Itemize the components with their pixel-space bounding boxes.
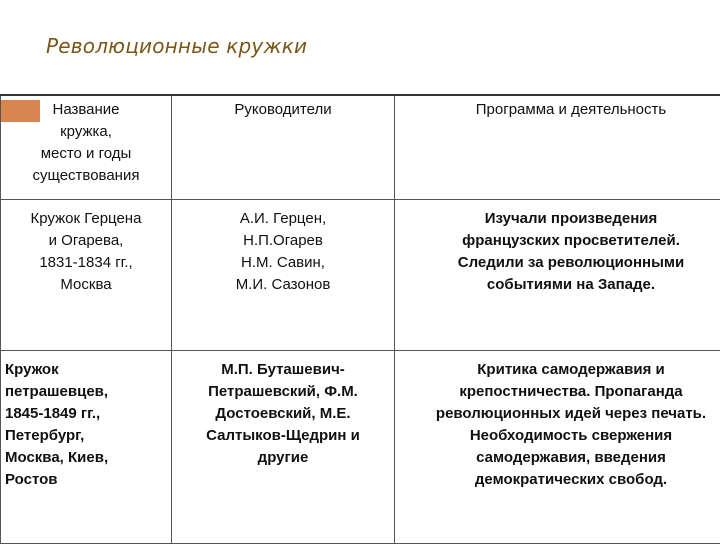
- cell-line: Кружок Герцена: [5, 208, 167, 230]
- cell-line: Ростов: [5, 469, 167, 491]
- cell-line: Москва, Киев,: [5, 447, 167, 469]
- header-line: существования: [5, 165, 167, 187]
- cell-line: Москва: [5, 274, 167, 296]
- cell-line: 1831-1834 гг.,: [5, 252, 167, 274]
- cell-line: самодержавия, введения: [399, 447, 720, 469]
- cell-line: 1845-1849 гг.,: [5, 403, 167, 425]
- leaders-cell: [172, 200, 395, 351]
- cell-line: Н.М. Савин,: [176, 252, 390, 274]
- circles-table: [0, 94, 720, 520]
- cell-line: М.И. Сазонов: [176, 274, 390, 296]
- cell-line: революционных идей через печать.: [399, 403, 720, 425]
- leaders-cell: [172, 351, 395, 544]
- table-row: [1, 200, 720, 351]
- circle-name-cell: [1, 200, 172, 351]
- cell-line: М.П. Буташевич-: [176, 359, 390, 381]
- cell-line: Следили за революционными: [399, 252, 720, 274]
- header-program-cell: [395, 95, 720, 200]
- header-line: кружка,: [5, 121, 167, 143]
- cell-line: демократических свобод.: [399, 469, 720, 491]
- header-line: Программа и деятельность: [399, 99, 720, 121]
- cell-line: Петрашевский, Ф.М.: [176, 381, 390, 403]
- table-header-row: [1, 95, 720, 200]
- header-line: Название: [5, 99, 167, 121]
- cell-line: Изучали произведения: [399, 208, 720, 230]
- cell-line: Н.П.Огарев: [176, 230, 390, 252]
- slide-title: Революционные кружки: [46, 34, 307, 58]
- cell-line: другие: [176, 447, 390, 469]
- table: [0, 94, 720, 544]
- circle-name-cell: [1, 351, 172, 544]
- cell-line: Необходимость свержения: [399, 425, 720, 447]
- table-row: [1, 351, 720, 544]
- cell-line: Петербург,: [5, 425, 167, 447]
- cell-line: событиями на Западе.: [399, 274, 720, 296]
- cell-line: Кружок: [5, 359, 167, 381]
- cell-line: А.И. Герцен,: [176, 208, 390, 230]
- cell-line: Критика самодержавия и: [399, 359, 720, 381]
- program-cell: [395, 200, 720, 351]
- program-cell: [395, 351, 720, 544]
- cell-line: Салтыков-Щедрин и: [176, 425, 390, 447]
- cell-line: и Огарева,: [5, 230, 167, 252]
- header-leaders-cell: [172, 95, 395, 200]
- header-name-cell: [1, 95, 172, 200]
- cell-line: французских просветителей.: [399, 230, 720, 252]
- cell-line: крепостничества. Пропаганда: [399, 381, 720, 403]
- cell-line: петрашевцев,: [5, 381, 167, 403]
- cell-line: Достоевский, М.Е.: [176, 403, 390, 425]
- header-line: место и годы: [5, 143, 167, 165]
- header-line: Руководители: [176, 99, 390, 121]
